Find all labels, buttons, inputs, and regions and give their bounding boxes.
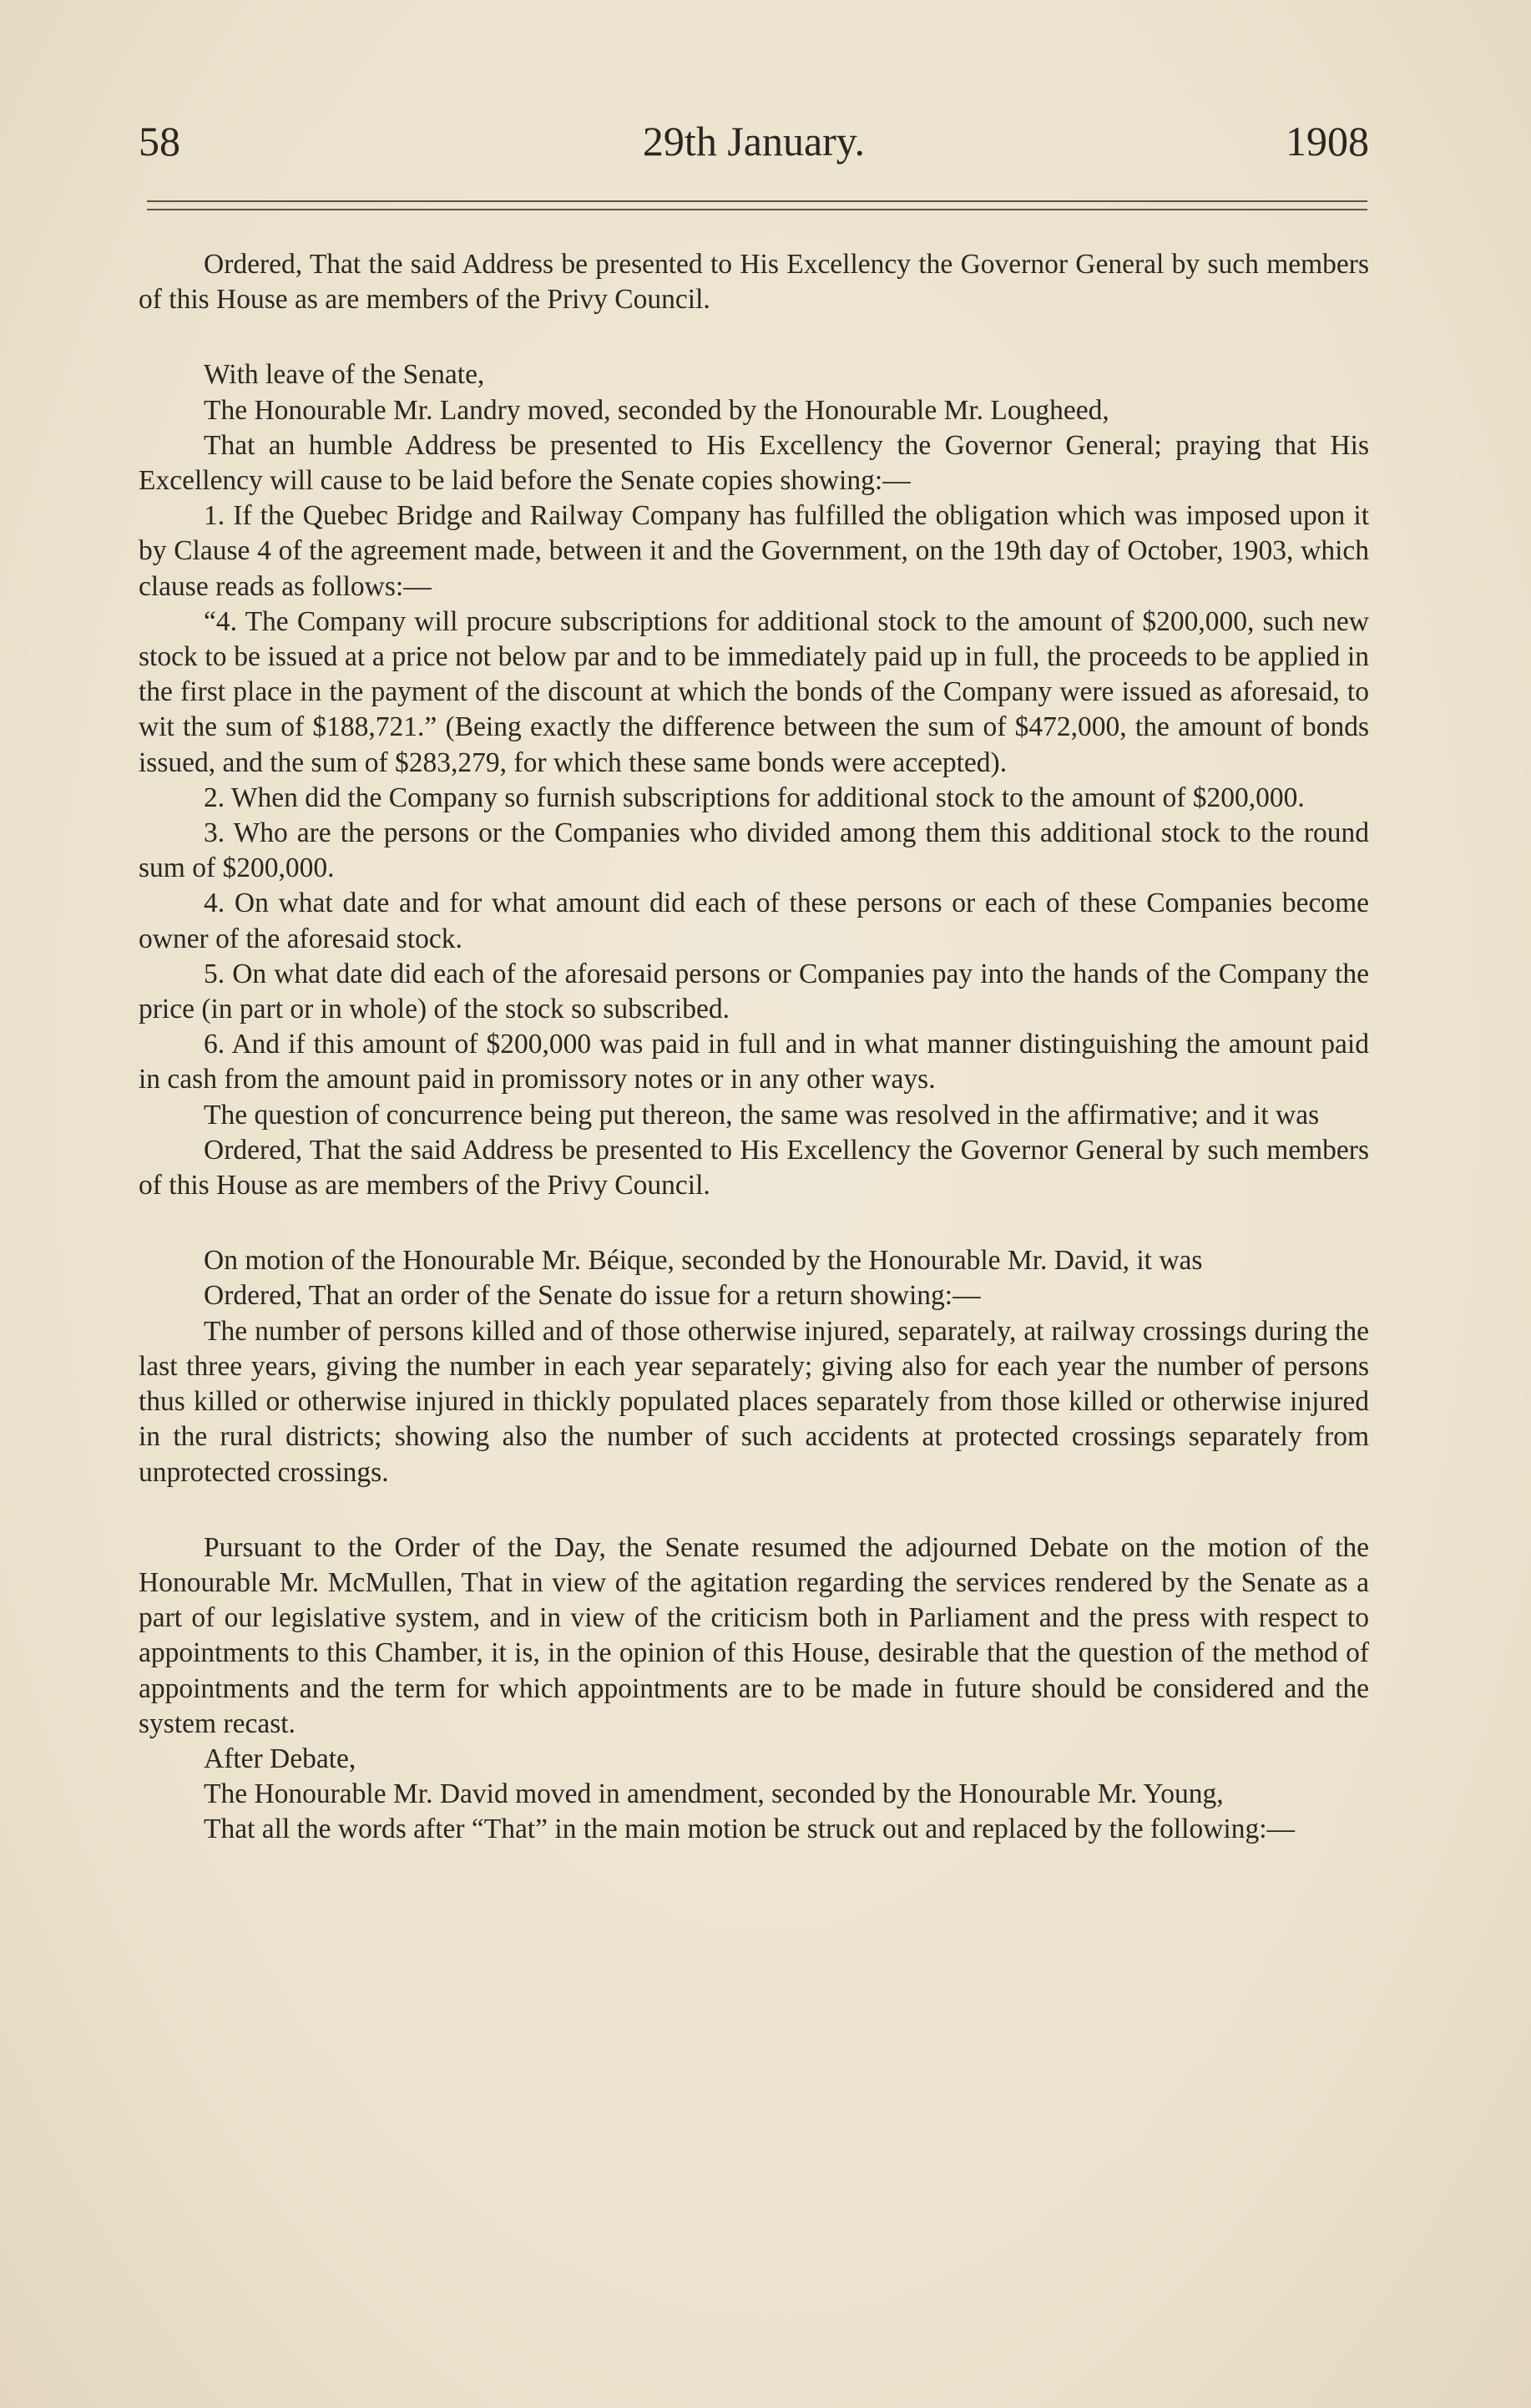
paragraph-item-3: 3. Who are the persons or the Companies who divided among them this additional stock to the round sum of $200,000. — [139, 817, 1369, 884]
paragraph-words-struck-out: That all the words after “That” in the main motion be struck out and replaced by the following:— — [204, 1814, 1296, 1845]
paragraph-clause-4-quote: “4. The Company will procure subscriptions for additional stock to the amount of $200,000, such new stock to be issued at a price not below par and to be immediately paid up in full, the proceeds to be applied in the first place in the payment of the discount at which the bonds of the Company were issued as aforesaid, to wit the sum of $188,721.” (Being exactly the difference between the sum of $472,000, the amount of bonds issued, and the sum of $283,279, for which these same bonds were accepted). — [139, 605, 1369, 778]
header-date: 29th January. — [642, 118, 866, 164]
paragraph-item-6: 6. And if this amount of $200,000 was paid in full and in what manner distinguishing the amount paid in cash from the amount paid in promissory notes or in any other ways. — [139, 1029, 1369, 1095]
paragraph-item-2: 2. When did the Company so furnish subscriptions for additional stock to the amount of $200,000. — [204, 782, 1305, 813]
paragraph-leave-of-senate: With leave of the Senate, — [204, 359, 485, 391]
paragraph-beique-motion: On motion of the Honourable Mr. Béique, seconded by the Honourable Mr. David, it was — [204, 1245, 1203, 1277]
paragraph-ordered-address-2: Ordered, That the said Address be presented to His Excellency the Governor General by such members of this House as are members of the Privy Council. — [139, 1134, 1369, 1201]
body-text — [139, 247, 1369, 1848]
paragraph-ordered-address-1: Ordered, That the said Address be presented to His Excellency the Governor General by such members of this House as are members of the Privy Council. — [139, 249, 1369, 316]
page-number: 58 — [139, 118, 180, 164]
header-year: 1908 — [1286, 118, 1369, 164]
paragraph-item-4: 4. On what date and for what amount did each of these persons or each of these Companies become owner of the aforesaid stock. — [139, 888, 1369, 954]
paragraph-humble-address: That an humble Address be presented to His Excellency the Governor General; praying that His Excellency will cause to be laid before the Senate copies showing:— — [139, 429, 1369, 497]
paragraph-ordered-return: Ordered, That an order of the Senate do issue for a return showing:— — [204, 1280, 981, 1312]
paragraph-order-of-day: Pursuant to the Order of the Day, the Senate resumed the adjourned Debate on the motion of the Honourable Mr. McMullen, That in view of the agitation regarding the services rendered by the Senate as a part of our legislative system, and in view of the criticism both in Parliament and the press with respect to appointments to this Chamber, it is, in the opinion of this House, desirable that the question of the method of appointments and the term for which appointments are to be made in future should be considered and the system recast. — [139, 1531, 1369, 1739]
header-rule-top — [147, 200, 1367, 202]
page-header — [139, 117, 1369, 175]
paragraph-after-debate: After Debate, — [204, 1743, 356, 1774]
paragraph-concurrence: The question of concurrence being put thereon, the same was resolved in the affirmative; and it was — [204, 1099, 1320, 1131]
paragraph-item-5: 5. On what date did each of the aforesaid persons or Companies pay into the hands of the Company the price (in part or in whole) of the stock so subscribed. — [139, 958, 1369, 1025]
header-rule-bottom — [147, 209, 1367, 210]
paragraph-item-1: 1. If the Quebec Bridge and Railway Company has fulfilled the obligation which was imposed upon it by Clause 4 of the agreement made, between it and the Government, on the 19th day of October, 1903, which clause reads as follows:— — [139, 500, 1369, 602]
paragraph-landry-moved: The Honourable Mr. Landry moved, seconded by the Honourable Mr. Lougheed, — [204, 394, 1109, 426]
paragraph-railway-crossings: The number of persons killed and of those otherwise injured, separately, at railway crossings during the last three years, giving the number in each year separately; giving also for each year the number of persons thus killed or otherwise injured in thickly populated places separately from those killed or otherwise injured in the rural districts; showing also the number of such accidents at protected crossings separately from unprotected crossings. — [139, 1315, 1369, 1488]
paragraph-david-amendment: The Honourable Mr. David moved in amendment, seconded by the Honourable Mr. Young, — [204, 1778, 1224, 1810]
